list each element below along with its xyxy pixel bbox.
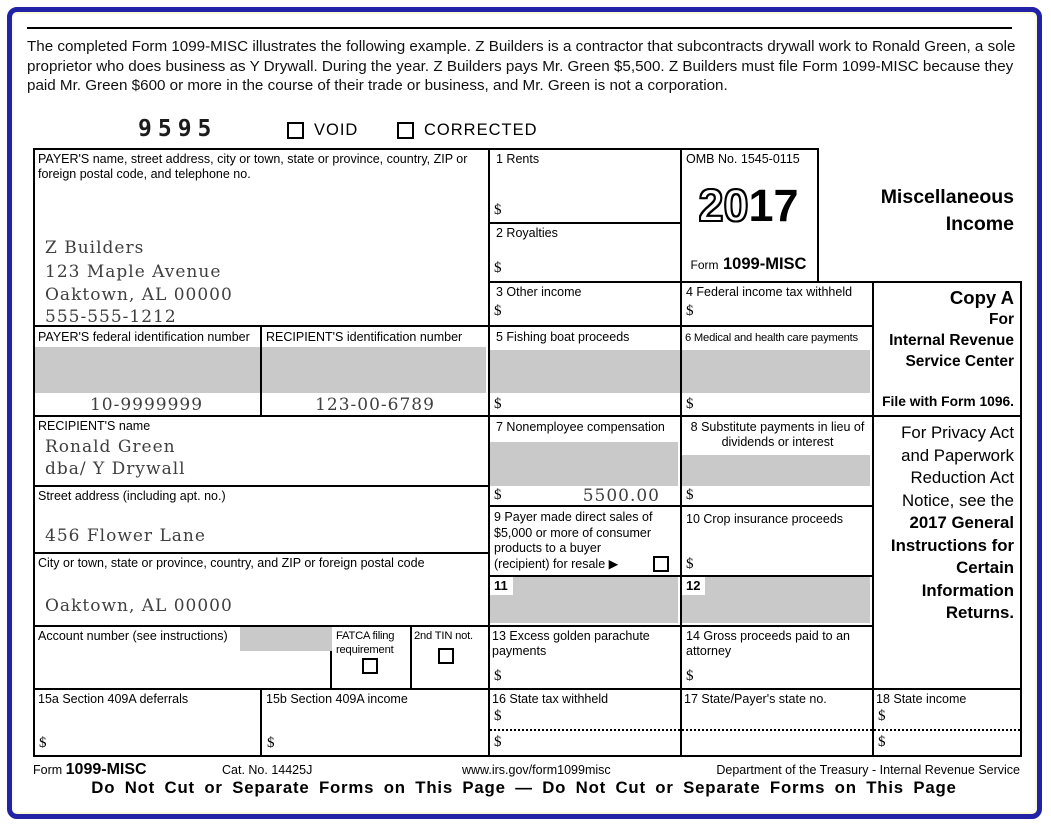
account-shaded-area [240,627,332,651]
payer-info-label: PAYER'S name, street address, city or town, state or province, country, ZIP or foreign postal code, and telephone no. [38,152,468,181]
payer-street-value[interactable]: 123 Maple Avenue [45,262,222,282]
grid-line [33,625,874,627]
recipient-name-value[interactable]: Ronald Green [45,437,176,457]
box6-dollar[interactable]: $ [686,396,694,412]
grid-line [260,347,262,393]
footer-form-number: 1099-MISC [65,761,147,778]
corrected-label: CORRECTED [424,121,538,139]
box7-label: 7 Nonemployee compensation [496,420,665,434]
form-number: 1099-MISC [723,255,807,273]
grid-line [488,222,682,224]
grid-line [1020,281,1022,757]
box4-label: 4 Federal income tax withheld [686,285,853,299]
tax-year [680,181,817,231]
footer-url[interactable]: www.irs.gov/form1099misc [462,763,611,777]
box18-dollar-top[interactable]: $ [878,708,886,724]
second-tin-label: 2nd TIN not. [414,630,473,642]
footer-cat-no: Cat. No. 14425J [222,763,313,777]
box15b-dollar[interactable]: $ [267,735,275,751]
void-checkbox[interactable] [287,122,304,139]
payer-name-value[interactable]: Z Builders [45,238,145,258]
box15b-label: 15b Section 409A income [266,692,408,706]
grid-line [260,688,262,755]
grid-line [33,148,35,757]
state-row-dotted-line [490,729,1020,731]
box17-label: 17 State/Payer's state no. [684,692,827,706]
box12-shaded-area [682,577,870,623]
box7-dollar[interactable]: $ [494,487,502,503]
box3-dollar[interactable]: $ [494,303,502,319]
box11-shaded-area [490,577,678,623]
fatca-label: FATCA filing requirement [336,630,395,656]
box12-number: 12 [682,577,705,595]
box14-label: 14 Gross proceeds paid to an attorney [686,629,850,658]
recipient-dba-value[interactable]: dba/ Y Drywall [45,459,186,479]
privacy-regular: For Privacy Act and Paperwork Reduction Act Notice, see the [901,423,1014,510]
grid-line [817,148,819,283]
payer-tin-value[interactable]: 10-9999999 [89,395,204,415]
box8-dollar[interactable]: $ [686,487,694,503]
copy-a-irs1: Internal Revenue [889,332,1014,349]
street-address-label: Street address (including apt. no.) [38,489,226,503]
form-title [828,184,1014,238]
box13-dollar[interactable]: $ [494,668,502,684]
payer-tin-label: PAYER'S federal identification number [38,330,250,344]
payer-city-value[interactable]: Oaktown, AL 00000 [45,285,233,305]
box2-dollar[interactable]: $ [494,260,502,276]
copy-a-block [872,286,1014,372]
copy-a-label: Copy A [949,287,1014,308]
omb-number-label: OMB No. 1545-0115 [686,152,800,166]
grid-line [33,485,490,487]
corrected-checkbox[interactable] [397,122,414,139]
box4-dollar[interactable]: $ [686,303,694,319]
box5-label: 5 Fishing boat proceeds [496,330,630,344]
grid-line [488,281,1022,283]
file-with-label: File with Form 1096. [882,394,1014,409]
grid-line [33,148,819,150]
grid-line [33,552,490,554]
box18-label: 18 State income [876,692,967,706]
box16-dollar-bottom[interactable]: $ [494,734,502,750]
form-title-line1: Miscellaneous [880,186,1014,208]
copy-a-irs2: Service Center [905,353,1014,370]
city-label: City or town, state or province, country, and ZIP or foreign postal code [38,556,425,570]
box1-dollar[interactable]: $ [494,202,502,218]
box2-label: 2 Royalties [496,226,558,240]
city-value[interactable]: Oaktown, AL 00000 [45,596,233,616]
box18-dollar-bottom[interactable]: $ [878,734,886,750]
footer-form-id [33,761,147,779]
box9-label: 9 Payer made direct sales of $5,000 or more of consumer products to a buyer (recipient) for resale ▶ [494,510,653,571]
box8-shaded-area [682,455,870,486]
form-title-line2: Income [945,213,1014,235]
box8-label: 8 Substitute payments in lieu of dividends or interest [690,420,865,449]
box15a-label: 15a Section 409A deferrals [38,692,189,706]
tax-year-prefix: 20 [698,180,749,231]
box11-number: 11 [490,577,513,595]
box7-amount-value[interactable]: 5500.00 [582,486,660,506]
grid-line [410,625,412,688]
box15a-dollar[interactable]: $ [39,735,47,751]
box6-label: 6 Medical and health care payments [685,332,858,344]
grid-line [680,148,682,757]
fatca-checkbox[interactable] [362,658,378,674]
box5-dollar[interactable]: $ [494,396,502,412]
box9-checkbox[interactable] [653,556,669,572]
account-number-label: Account number (see instructions) [38,629,228,643]
box16-dollar-top[interactable]: $ [494,708,502,724]
street-address-value[interactable]: 456 Flower Lane [45,526,206,546]
do-not-cut-banner: Do Not Cut or Separate Forms on This Page — Do Not Cut or Separate Forms on This Page [91,778,957,797]
form-code: 9595 [138,116,218,142]
box3-label: 3 Other income [496,285,582,299]
box14-dollar[interactable]: $ [686,668,694,684]
recipient-tin-label: RECIPIENT'S identification number [266,330,463,344]
privacy-notice [874,422,1014,625]
box10-dollar[interactable]: $ [686,556,694,572]
top-rule [27,27,1012,29]
box7-shaded-area [490,442,678,486]
form-number-line [680,255,817,274]
box13-label: 13 Excess golden parachute payments [492,629,650,658]
tax-year-suffix: 17 [748,180,799,231]
box10-label: 10 Crop insurance proceeds [686,512,844,526]
recipient-tin-value[interactable]: 123-00-6789 [315,395,435,415]
recipient-name-label: RECIPIENT'S name [38,419,151,433]
intro-paragraph: The completed Form 1099-MISC illustrates the following example. Z Builders is a contractor that subcontracts drywall work to Ronald Green, a sole proprietor who does business as Y Drywall. During the year. Z Builders pays Mr. Green $5,500. Z Builders must file Form 1099-MISC because they paid Mr. Green $600 or more in the course of their trade or business, and Mr. Green is not a corporation. [27,38,1016,94]
privacy-bold: 2017 General Instructions for Certain Information Returns. [890,513,1014,622]
footer-form-word: Form [33,763,63,777]
payer-phone-value[interactable]: 555-555-1212 [45,307,177,327]
second-tin-checkbox[interactable] [438,648,454,664]
void-label: VOID [314,121,359,139]
copy-a-for: For [989,311,1014,328]
form-word: Form [690,258,719,272]
grid-line [680,350,682,393]
box1-label: 1 Rents [496,152,540,166]
box16-label: 16 State tax withheld [492,692,609,706]
footer-department: Department of the Treasury - Internal Revenue Service [716,763,1020,777]
